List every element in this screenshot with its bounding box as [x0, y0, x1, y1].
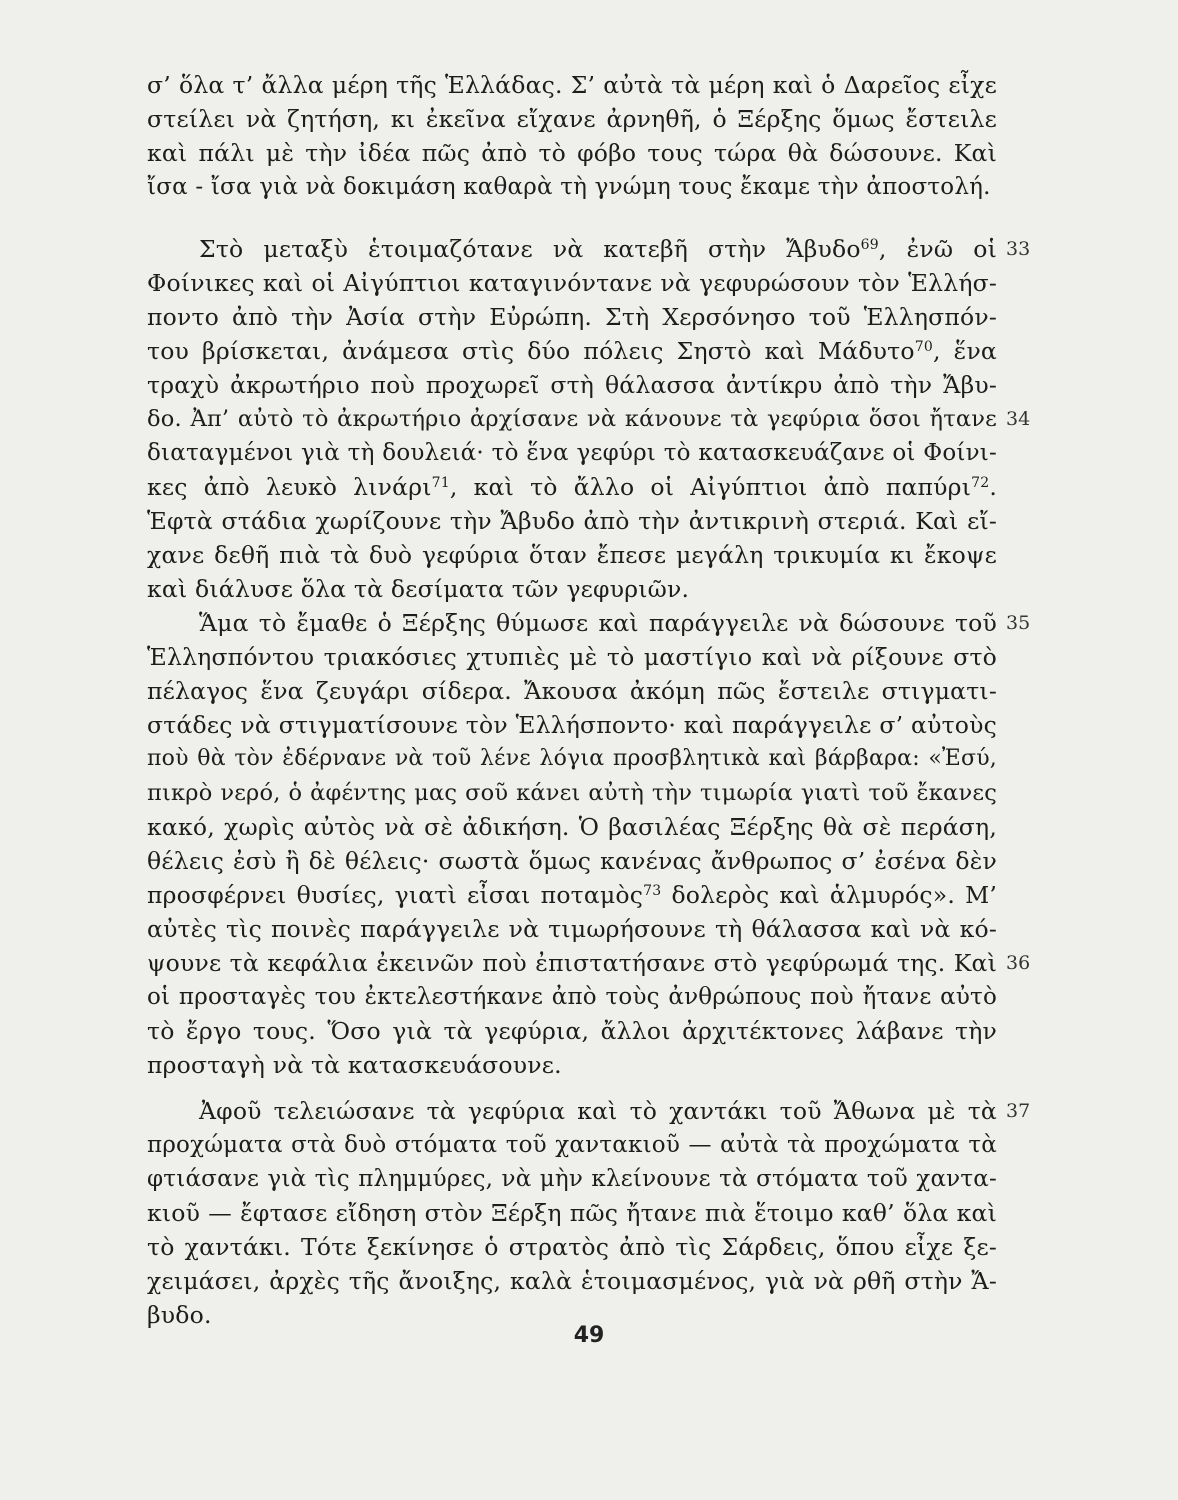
footnote-ref: 73	[643, 883, 662, 899]
text-line: φτιάσανε γιὰ τὶς πλημμύρες, νὰ μὴν κλείνουνε τὰ στόματα τοῦ χαντα-	[147, 1166, 997, 1192]
text-line: χειμάσει, ἀρχὲς τῆς ἄνοιξης, καλὰ ἑτοιμασμένος, γιὰ νὰ ρθῆ στὴν Ἄ-	[147, 1267, 997, 1295]
text-line: τὸ ἔργο τους. Ὅσο γιὰ τὰ γεφύρια, ἄλλοι ἀρχιτέκτονες λάβανε τὴν	[147, 1017, 997, 1045]
text-line: θέλεις ἐσὺ ἢ δὲ θέλεις· σωστὰ ὅμως κανένας ἄνθρωπος σ’ ἐσένα δὲν	[147, 847, 997, 875]
margin-section-number: 33	[1006, 238, 1031, 260]
text-line: Ἀφοῦ τελειώσανε τὰ γεφύρια καὶ τὸ χαντάκι τοῦ Ἄθωνα μὲ τὰ	[199, 1097, 997, 1125]
text-line: τὸ χαντάκι. Τότε ξεκίνησε ὁ στρατὸς ἀπὸ τὶς Σάρδεις, ὅπου εἶχε ξε-	[147, 1233, 997, 1261]
text-line: του βρίσκεται, ἀνάμεσα στὶς δύο πόλεις Σηστὸ καὶ Μάδυτο$^{70}$, ἕνα	[147, 337, 997, 365]
text-line: σ’ ὅλα τ’ ἄλλα μέρη τῆς Ἑλλάδας. Σ’ αὐτὰ τὰ μέρη καὶ ὁ Δαρεῖος εἶχε	[147, 71, 997, 99]
text-line: ποντο ἀπὸ τὴν Ἀσία στὴν Εὐρώπη. Στὴ Χερσόνησο τοῦ Ἑλλησπόν-	[147, 303, 997, 331]
text-line: πικρὸ νερό, ὁ ἀφέντης μας σοῦ κάνει αὐτὴ τὴν τιμωρία γιατὶ τοῦ ἔκανες	[147, 780, 997, 806]
text-line: χανε δεθῆ πιὰ τὰ δυὸ γεφύρια ὅταν ἔπεσε μεγάλη τρικυμία κι ἔκοψε	[147, 541, 997, 569]
text-line: Ἑφτὰ στάδια χωρίζουνε τὴν Ἄβυδο ἀπὸ τὴν ἀντικρινὴ στεριά. Καὶ εἴ-	[147, 507, 997, 535]
text-line: πέλαγος ἕνα ζευγάρι σίδερα. Ἄκουσα ἀκόμη πῶς ἔστειλε στιγματι-	[147, 677, 997, 705]
text-line: κες ἀπὸ λευκὸ λινάρι$^{71}$, καὶ τὸ ἄλλο οἱ Αἰγύπτιοι ἀπὸ παπύρι$^{72}$.	[147, 473, 997, 501]
text-line: καὶ πάλι μὲ τὴν ἰδέα πῶς ἀπὸ τὸ φόβο τους τώρα θὰ δώσουνε. Καὶ	[147, 139, 997, 167]
text-line: Ἑλλησπόντου τριακόσιες χτυπιὲς μὲ τὸ μαστίγιο καὶ νὰ ρίξουνε στὸ	[147, 643, 997, 671]
text-line: Ἅμα τὸ ἔμαθε ὁ Ξέρξης θύμωσε καὶ παράγγειλε νὰ δώσουνε τοῦ	[199, 609, 997, 637]
text-line: ψουνε τὰ κεφάλια ἐκεινῶν ποὺ ἐπιστατήσανε στὸ γεφύρωμά της. Καὶ	[147, 949, 997, 977]
text-line: τραχὺ ἀκρωτήριο ποὺ προχωρεῖ στὴ θάλασσα ἀντίκρυ ἀπὸ τὴν Ἄβυ-	[147, 371, 997, 399]
text-line: προσταγὴ νὰ τὰ κατασκευάσουνε.	[147, 1051, 562, 1079]
text-line: Φοίνικες καὶ οἱ Αἰγύπτιοι καταγινόντανε νὰ γεφυρώσουν τὸν Ἑλλήσ-	[147, 269, 997, 297]
footnote-ref: 69	[860, 237, 879, 253]
text-line: προσφέρνει θυσίες, γιατὶ εἶσαι ποταμὸς$^{73}$ δολερὸς καὶ ἁλμυρός». Μ’	[147, 881, 998, 909]
text-line: βυδο.	[147, 1301, 212, 1329]
text-line: στάδες νὰ στιγματίσουνε τὸν Ἑλλήσποντο· καὶ παράγγειλε σ’ αὐτοὺς	[147, 711, 997, 739]
margin-section-number: 37	[1006, 1100, 1031, 1122]
footnote-ref: 70	[914, 339, 933, 355]
text-line: οἱ προσταγὲς του ἐκτελεστήκανε ἀπὸ τοὺς ἀνθρώπους ποὺ ἤτανε αὐτὸ	[147, 984, 997, 1010]
page-number: 49	[573, 1323, 605, 1348]
margin-section-number: 35	[1006, 612, 1031, 634]
text-line: διαταγμένοι γιὰ τὴ δουλειά· τὸ ἕνα γεφύρι τὸ κατασκευάζανε οἱ Φοίνι-	[147, 440, 997, 466]
text-line: αὐτὲς τὶς ποινὲς παράγγειλε νὰ τιμωρήσουνε τὴ θάλασσα καὶ νὰ κό-	[147, 915, 997, 943]
text-line: ποὺ θὰ τὸν ἐδέρνανε νὰ τοῦ λένε λόγια προσβλητικὰ καὶ βάρβαρα: «Ἐσύ,	[147, 746, 997, 771]
text-line: κακό, χωρὶς αὐτὸς νὰ σὲ ἀδικήση. Ὁ βασιλέας Ξέρξης θὰ σὲ περάση,	[147, 813, 997, 841]
margin-section-number: 34	[1006, 408, 1031, 430]
footnote-ref: 72	[971, 475, 990, 491]
text-line: ἴσα - ἴσα γιὰ νὰ δοκιμάση καθαρὰ τὴ γνώμη τους ἔκαμε τὴν ἀποστολή.	[147, 174, 991, 200]
footnote-ref: 71	[431, 475, 450, 491]
text-line: στείλει νὰ ζητήση, κι ἐκεῖνα εἴχανε ἀρνηθῆ, ὁ Ξέρξης ὅμως ἔστειλε	[147, 105, 997, 133]
text-line: δο. Ἀπ’ αὐτὸ τὸ ἀκρωτήριο ἀρχίσανε νὰ κάνουνε τὰ γεφύρια ὅσοι ἤτανε	[147, 406, 997, 432]
text-line: Στὸ μεταξὺ ἑτοιμαζότανε νὰ κατεβῆ στὴν Ἄβυδο$^{69}$, ἐνῶ οἱ	[199, 235, 997, 263]
margin-section-number: 36	[1006, 952, 1031, 974]
text-line: κιοῦ — ἔφτασε εἴδηση στὸν Ξέρξη πῶς ἤτανε πιὰ ἕτοιμο καθ’ ὅλα καὶ	[147, 1199, 997, 1227]
text-line: καὶ διάλυσε ὅλα τὰ δεσίματα τῶν γεφυριῶν.	[147, 575, 690, 603]
text-line: προχώματα στὰ δυὸ στόματα τοῦ χαντακιοῦ — αὐτὰ τὰ προχώματα τὰ	[147, 1132, 997, 1158]
